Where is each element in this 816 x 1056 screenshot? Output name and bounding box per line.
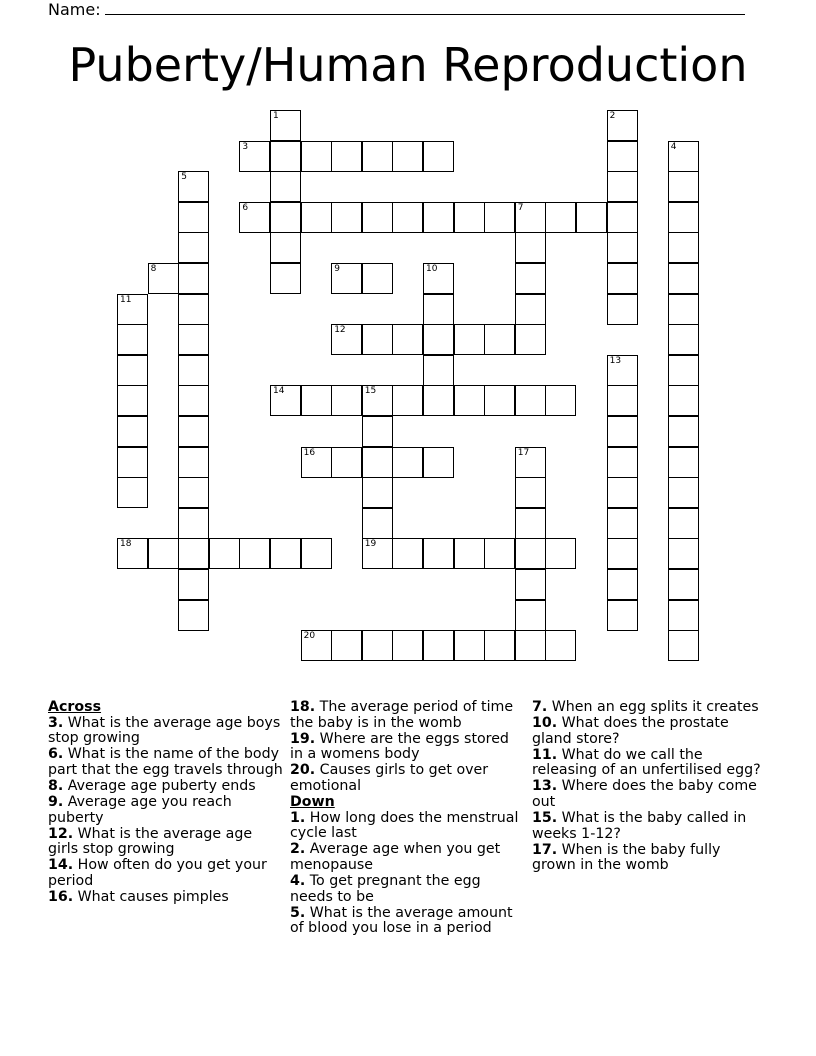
grid-cell[interactable]: [423, 385, 454, 416]
across-header: Across: [48, 699, 102, 715]
grid-cell[interactable]: [331, 630, 362, 661]
grid-cell[interactable]: [607, 569, 638, 600]
grid-cell[interactable]: [270, 110, 301, 141]
grid-cell[interactable]: [331, 202, 362, 233]
clue-across-20: 20. Causes girls to get over emotional: [290, 762, 489, 794]
grid-cell[interactable]: [270, 141, 301, 172]
grid-cell[interactable]: [178, 600, 209, 631]
clue-number: 20: [303, 631, 316, 642]
grid-cell[interactable]: [270, 263, 301, 294]
grid-cell[interactable]: [423, 447, 454, 478]
grid-cell[interactable]: [423, 538, 454, 569]
grid-cell[interactable]: [301, 202, 332, 233]
grid-cell[interactable]: [209, 538, 240, 569]
grid-cell[interactable]: [362, 324, 393, 355]
grid-cell[interactable]: [515, 385, 546, 416]
grid-cell[interactable]: [423, 294, 454, 325]
grid-cell[interactable]: [545, 385, 576, 416]
grid-cell[interactable]: [423, 324, 454, 355]
grid-cell[interactable]: [454, 385, 485, 416]
grid-cell[interactable]: [515, 447, 546, 478]
grid-cell[interactable]: [607, 508, 638, 539]
clue-number: 5: [181, 172, 187, 183]
clue-down-15: 15. What is the baby called in weeks 1-12?: [532, 810, 747, 842]
grid-cell[interactable]: [607, 202, 638, 233]
grid-cell[interactable]: [117, 385, 148, 416]
grid-cell[interactable]: [545, 630, 576, 661]
grid-cell[interactable]: [178, 263, 209, 294]
grid-cell[interactable]: [515, 569, 546, 600]
clue-across-3: 3. What is the average age boys stop growing: [48, 714, 281, 747]
clue-number: 14: [273, 386, 285, 397]
clue-number: 19: [364, 539, 377, 550]
grid-cell[interactable]: [178, 294, 209, 325]
clue-number: 6: [242, 202, 249, 213]
grid-cell[interactable]: [331, 324, 362, 355]
grid-cell[interactable]: [178, 324, 209, 355]
grid-cell[interactable]: [515, 630, 546, 661]
grid-cell[interactable]: [668, 202, 699, 233]
grid-cell[interactable]: [607, 355, 638, 386]
grid-cell[interactable]: [178, 569, 209, 600]
grid-cell[interactable]: [668, 569, 699, 600]
clue-column-2: [290, 700, 526, 937]
grid-cell[interactable]: [362, 538, 393, 569]
grid-cell[interactable]: [668, 263, 699, 294]
clue-number: 3: [242, 141, 249, 152]
grid-cell[interactable]: [117, 477, 148, 508]
grid-cell[interactable]: [423, 355, 454, 386]
clue-down-2: 2. Average age when you get menopause: [290, 841, 501, 873]
grid-cell[interactable]: [178, 538, 209, 569]
grid-cell[interactable]: [362, 508, 393, 539]
clue-number: 11: [120, 294, 132, 305]
grid-cell[interactable]: [607, 141, 638, 172]
grid-cell[interactable]: [515, 263, 546, 294]
clue-down-17: 17. When is the baby fully grown in the womb: [532, 841, 721, 874]
grid-cell[interactable]: [668, 232, 699, 263]
clue-down-10: 10. What does the prostate gland store?: [532, 715, 729, 747]
grid-cell[interactable]: [668, 630, 699, 661]
grid-cell[interactable]: [607, 263, 638, 294]
clue-across-18: 18. The average period of time the baby is in the womb: [290, 699, 514, 731]
grid-cell[interactable]: [515, 538, 546, 569]
grid-cell[interactable]: [178, 232, 209, 263]
grid-cell[interactable]: [668, 385, 699, 416]
grid-cell[interactable]: [607, 171, 638, 202]
clue-across-8: 8. Average age puberty ends: [48, 777, 256, 794]
grid-cell[interactable]: [392, 385, 423, 416]
grid-cell[interactable]: [607, 538, 638, 569]
clue-down-7: 7. When an egg splits it creates: [532, 699, 759, 715]
grid-cell[interactable]: [362, 477, 393, 508]
clue-number: 13: [609, 355, 622, 366]
clue-number: 2: [609, 111, 616, 121]
grid-cell[interactable]: [454, 324, 485, 355]
clue-number: 18: [120, 539, 132, 550]
grid-cell[interactable]: [301, 538, 332, 569]
grid-cell[interactable]: [331, 385, 362, 416]
clue-across-19: 19. Where are the eggs stored in a womens body: [290, 730, 509, 763]
clue-number: 15: [364, 386, 377, 397]
grid-cell[interactable]: [362, 263, 393, 294]
grid-cell[interactable]: [148, 538, 179, 569]
clue-number: 17: [517, 447, 530, 458]
grid-cell[interactable]: [331, 447, 362, 478]
grid-cell[interactable]: [178, 447, 209, 478]
clue-column-1: [48, 700, 284, 906]
grid-cell[interactable]: [178, 416, 209, 447]
clue-across-12: 12. What is the average age girls stop growing: [48, 825, 253, 858]
grid-cell[interactable]: [392, 447, 423, 478]
grid-cell[interactable]: [117, 416, 148, 447]
grid-cell[interactable]: [607, 385, 638, 416]
grid-cell[interactable]: [515, 508, 546, 539]
grid-cell[interactable]: [301, 141, 332, 172]
grid-cell[interactable]: [607, 416, 638, 447]
grid-cell[interactable]: [178, 355, 209, 386]
grid-cell[interactable]: [668, 171, 699, 202]
clue-number: 9: [334, 264, 340, 274]
grid-cell[interactable]: [178, 508, 209, 539]
grid-cell[interactable]: [515, 600, 546, 631]
grid-cell[interactable]: [545, 538, 576, 569]
grid-cell[interactable]: [392, 141, 423, 172]
clue-across-14: 14. How often do you get your period: [48, 857, 267, 890]
clue-number: 7: [517, 202, 524, 213]
grid-cell[interactable]: [178, 202, 209, 233]
grid-cell[interactable]: [607, 600, 638, 631]
clue-number: 4: [670, 141, 677, 152]
grid-cell[interactable]: [239, 141, 270, 172]
grid-cell[interactable]: [545, 202, 576, 233]
grid-cell[interactable]: [668, 477, 699, 508]
grid-cell[interactable]: [362, 447, 393, 478]
grid-cell[interactable]: [331, 141, 362, 172]
grid-cell[interactable]: [607, 294, 638, 325]
grid-cell[interactable]: [301, 630, 332, 661]
grid-cell[interactable]: [362, 630, 393, 661]
clue-across-16: 16. What causes pimples: [48, 889, 229, 906]
grid-cell[interactable]: [270, 232, 301, 263]
grid-cell[interactable]: [392, 202, 423, 233]
grid-cell[interactable]: [607, 477, 638, 508]
grid-cell[interactable]: [362, 416, 393, 447]
grid-cell[interactable]: [148, 263, 179, 294]
grid-cell[interactable]: [270, 538, 301, 569]
down-header: Down: [290, 794, 335, 811]
grid-cell[interactable]: [607, 110, 638, 141]
grid-cell[interactable]: [515, 324, 546, 355]
grid-cell[interactable]: [117, 538, 148, 569]
grid-cell[interactable]: [668, 324, 699, 355]
grid-cell[interactable]: [423, 263, 454, 294]
clue-number: 1: [273, 111, 279, 121]
grid-cell[interactable]: [484, 630, 515, 661]
grid-cell[interactable]: [454, 538, 485, 569]
grid-cell[interactable]: [362, 202, 393, 233]
clue-number: 8: [150, 264, 157, 274]
grid-cell[interactable]: [423, 202, 454, 233]
clue-number: 12: [334, 325, 346, 336]
clue-down-13: 13. Where does the baby come out: [532, 778, 757, 811]
grid-cell[interactable]: [392, 538, 423, 569]
grid-cell[interactable]: [392, 324, 423, 355]
grid-cell[interactable]: [423, 141, 454, 172]
grid-cell[interactable]: [178, 171, 209, 202]
grid-cell[interactable]: [668, 355, 699, 386]
grid-cell[interactable]: [668, 141, 699, 172]
grid-cell[interactable]: [301, 385, 332, 416]
clue-across-6: 6. What is the name of the body part that the egg travels through: [48, 746, 283, 778]
grid-cell[interactable]: [117, 294, 148, 325]
grid-cell[interactable]: [331, 263, 362, 294]
grid-cell[interactable]: [576, 202, 607, 233]
grid-cell[interactable]: [270, 385, 301, 416]
grid-cell[interactable]: [454, 630, 485, 661]
grid-cell[interactable]: [515, 477, 546, 508]
grid-cell[interactable]: [668, 416, 699, 447]
clue-down-11: 11. What do we call the releasing of an unfertilised egg?: [532, 746, 761, 779]
grid-cell[interactable]: [270, 171, 301, 202]
grid-cell[interactable]: [484, 202, 515, 233]
clue-down-4: 4. To get pregnant the egg needs to be: [290, 873, 481, 905]
grid-cell[interactable]: [423, 630, 454, 661]
clue-column-3: [532, 700, 768, 875]
page-title: Puberty/Human Reproduction: [68, 38, 748, 92]
grid-cell[interactable]: [117, 324, 148, 355]
grid-cell[interactable]: [454, 202, 485, 233]
grid-cell[interactable]: [607, 447, 638, 478]
clue-down-1: 1. How long does the menstrual cycle last: [290, 809, 519, 842]
grid-cell[interactable]: [484, 385, 515, 416]
grid-cell[interactable]: [117, 447, 148, 478]
clue-down-5: 5. What is the average amount of blood you lose in a period: [290, 904, 513, 937]
grid-cell[interactable]: [515, 232, 546, 263]
grid-cell[interactable]: [668, 447, 699, 478]
grid-cell[interactable]: [178, 477, 209, 508]
grid-cell[interactable]: [239, 202, 270, 233]
grid-cell[interactable]: [270, 202, 301, 233]
grid-cell[interactable]: [484, 324, 515, 355]
grid-cell[interactable]: [301, 447, 332, 478]
grid-cell[interactable]: [668, 600, 699, 631]
grid-cell[interactable]: [668, 538, 699, 569]
grid-cell[interactable]: [178, 385, 209, 416]
name-label: Name:: [48, 0, 101, 19]
grid-cell[interactable]: [607, 232, 638, 263]
grid-cell[interactable]: [362, 141, 393, 172]
grid-cell[interactable]: [117, 355, 148, 386]
clue-number: 16: [303, 447, 316, 458]
grid-cell[interactable]: [515, 202, 546, 233]
clue-number: 10: [426, 264, 438, 274]
grid-cell[interactable]: [668, 508, 699, 539]
clue-across-9: 9. Average age you reach puberty: [48, 794, 232, 826]
grid-cell[interactable]: [515, 294, 546, 325]
grid-cell[interactable]: [239, 538, 270, 569]
grid-cell[interactable]: [484, 538, 515, 569]
grid-cell[interactable]: [668, 294, 699, 325]
grid-cell[interactable]: [362, 385, 393, 416]
grid-cell[interactable]: [392, 630, 423, 661]
